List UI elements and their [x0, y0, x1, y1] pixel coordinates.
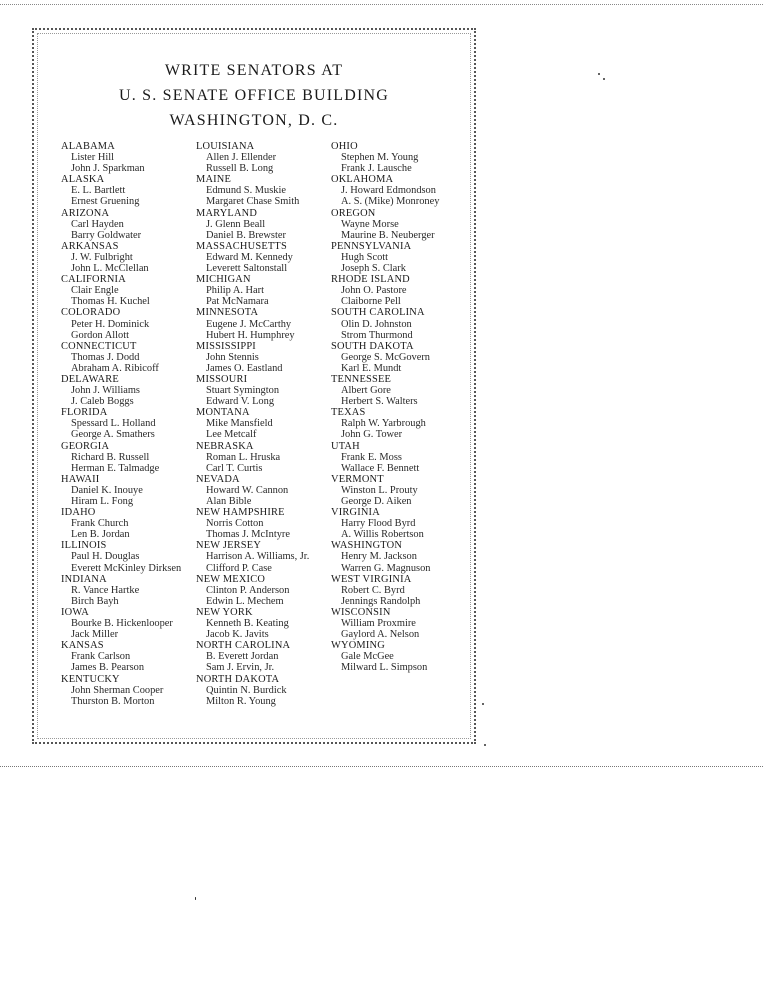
page-title — [32, 58, 476, 133]
senator-name: George A. Smathers — [71, 429, 155, 441]
senator-name: Pat McNamara — [206, 296, 269, 308]
state-heading: MICHIGAN — [196, 274, 251, 286]
state-heading: ARKANSAS — [61, 240, 119, 252]
senator-name: A. Willis Robertson — [341, 529, 424, 541]
state-heading: MASSACHUSETTS — [196, 240, 287, 252]
senator-name: Herman E. Talmadge — [71, 462, 160, 474]
senator-name: Frank E. Moss — [341, 451, 402, 463]
senator-name: Mike Mansfield — [206, 418, 273, 430]
senator-name: Frank Church — [71, 518, 129, 530]
senator-name: John L. McClellan — [71, 263, 149, 275]
state-heading: MAINE — [196, 174, 232, 186]
state-heading: OREGON — [331, 207, 376, 219]
senator-name: Hiram L. Fong — [71, 496, 134, 507]
senator-name: John J. Sparkman — [71, 163, 145, 175]
senator-name: Frank J. Lausche — [341, 163, 412, 175]
senator-name: Birch Bayh — [71, 595, 119, 607]
senator-name: Thomas J. Dodd — [71, 351, 140, 363]
senator-name: Roman L. Hruska — [206, 451, 281, 463]
senator-name: Thomas J. McIntyre — [206, 529, 290, 541]
scan-top-edge — [0, 4, 763, 5]
senator-name: Paul H. Douglas — [71, 551, 140, 563]
senator-name: Winston L. Prouty — [341, 484, 418, 496]
senator-name: Harrison A. Williams, Jr. — [206, 551, 310, 563]
state-heading: SOUTH CAROLINA — [331, 307, 425, 319]
senator-name: William Proxmire — [341, 618, 416, 630]
senator-name: Leverett Saltonstall — [206, 263, 288, 275]
senator-name: Howard W. Cannon — [206, 484, 289, 496]
senator-name: Warren G. Magnuson — [341, 562, 431, 574]
senator-name: J. Caleb Boggs — [71, 396, 134, 408]
state-heading: MINNESOTA — [196, 307, 259, 319]
state-heading: FLORIDA — [61, 407, 108, 419]
scan-speck — [195, 897, 196, 900]
state-heading: WEST VIRGINIA — [331, 573, 412, 585]
senator-name: Gordon Allott — [71, 329, 130, 341]
senator-name: Len B. Jordan — [71, 529, 130, 541]
senator-name: Everett McKinley Dirksen — [71, 562, 182, 574]
senator-name: Kenneth B. Keating — [206, 618, 289, 630]
state-heading: NEW JERSEY — [196, 540, 262, 552]
senator-name: Alan Bible — [206, 496, 252, 507]
senator-name: Stephen M. Young — [341, 152, 419, 164]
scan-speck — [484, 744, 486, 746]
senator-name: Lister Hill — [71, 152, 114, 164]
senator-name: Wallace F. Bennett — [341, 462, 420, 474]
senator-name: Peter H. Dominick — [71, 318, 150, 330]
senator-name: Abraham A. Ribicoff — [71, 362, 159, 374]
senator-name: Milward L. Simpson — [341, 662, 428, 674]
senator-name: J. W. Fulbright — [71, 251, 133, 263]
senator-name: J. Glenn Beall — [206, 218, 266, 230]
senator-name: Clifford P. Case — [206, 562, 272, 574]
state-heading: LOUISIANA — [196, 141, 255, 152]
state-heading: RHODE ISLAND — [331, 274, 410, 286]
state-heading: DELAWARE — [61, 373, 119, 385]
state-heading: NORTH DAKOTA — [196, 673, 280, 685]
state-heading: MISSOURI — [196, 373, 248, 385]
senator-name: Thurston B. Morton — [71, 695, 155, 707]
senator-name: John O. Pastore — [341, 285, 407, 297]
state-heading: KANSAS — [61, 640, 104, 652]
senator-name: Claiborne Pell — [341, 296, 401, 308]
senator-name: Edward M. Kennedy — [206, 251, 293, 263]
senator-name: Daniel K. Inouye — [71, 484, 143, 496]
senator-name: Hugh Scott — [341, 251, 389, 263]
senator-column-1 — [61, 141, 191, 707]
senator-name: Milton R. Young — [206, 695, 276, 707]
state-heading: NEW HAMPSHIRE — [196, 507, 285, 519]
senator-name: John J. Williams — [71, 385, 140, 397]
senator-name: John Sherman Cooper — [71, 684, 164, 696]
scan-fold-line — [0, 766, 763, 767]
senator-name: Thomas H. Kuchel — [71, 296, 150, 308]
scan-speck — [603, 78, 605, 80]
senator-name: Albert Gore — [341, 385, 391, 397]
senator-name: Clinton P. Anderson — [206, 584, 290, 596]
senator-name: E. L. Bartlett — [71, 185, 126, 197]
state-heading: MISSISSIPPI — [196, 340, 256, 352]
state-heading: MARYLAND — [196, 207, 258, 219]
senator-name: Jacob K. Javits — [206, 629, 269, 641]
state-heading: INDIANA — [61, 573, 107, 585]
state-heading: VIRGINIA — [331, 507, 380, 519]
state-heading: GEORGIA — [61, 440, 110, 452]
senator-name: Wayne Morse — [341, 218, 399, 230]
senator-name: Lee Metcalf — [206, 429, 257, 441]
state-heading: TEXAS — [331, 407, 366, 419]
senator-name: Carl T. Curtis — [206, 462, 263, 474]
state-heading: PENNSYLVANIA — [331, 240, 412, 252]
senator-name: Strom Thurmond — [341, 329, 413, 341]
state-heading: KENTUCKY — [61, 673, 120, 685]
senator-name: Stuart Symington — [206, 385, 280, 397]
state-heading: OHIO — [331, 141, 358, 152]
senator-name: Barry Goldwater — [71, 229, 142, 241]
senator-name: Daniel B. Brewster — [206, 229, 286, 241]
senator-name: James O. Eastland — [206, 362, 283, 374]
state-heading: IOWA — [61, 606, 89, 618]
title-line: WRITE SENATORS AT — [164, 62, 344, 79]
state-heading: CALIFORNIA — [61, 274, 126, 286]
state-heading: ILLINOIS — [61, 540, 107, 552]
senator-name: Gale McGee — [341, 651, 394, 663]
senator-name: Edmund S. Muskie — [206, 185, 286, 197]
senator-name: Edwin L. Mechem — [206, 595, 284, 607]
senator-name: George S. McGovern — [341, 351, 430, 363]
state-heading: HAWAII — [61, 473, 100, 485]
state-heading: CONNECTICUT — [61, 340, 137, 352]
senator-name: J. Howard Edmondson — [341, 185, 436, 197]
senator-name: A. S. (Mike) Monroney — [341, 196, 440, 208]
state-heading: TENNESSEE — [331, 373, 392, 385]
senator-name: Robert C. Byrd — [341, 584, 405, 596]
senator-name: Spessard L. Holland — [71, 418, 156, 430]
senator-column-3 — [331, 141, 461, 674]
senator-name: Henry M. Jackson — [341, 551, 417, 563]
senator-name: Jennings Randolph — [341, 595, 421, 607]
state-heading: UTAH — [331, 440, 360, 452]
state-heading: ARIZONA — [61, 207, 110, 219]
senator-name: Gaylord A. Nelson — [341, 629, 420, 641]
senator-name: Philip A. Hart — [206, 285, 265, 297]
state-heading: WYOMING — [331, 640, 385, 652]
state-heading: NEBRASKA — [196, 440, 254, 452]
senator-name: Sam J. Ervin, Jr. — [206, 662, 275, 674]
senator-name: Clair Engle — [71, 285, 119, 297]
state-heading: OKLAHOMA — [331, 174, 394, 186]
senator-name: George D. Aiken — [341, 496, 412, 507]
senator-name: Richard B. Russell — [71, 451, 150, 463]
state-heading: WISCONSIN — [331, 606, 391, 618]
state-heading: SOUTH DAKOTA — [331, 340, 414, 352]
senator-name: Margaret Chase Smith — [206, 196, 300, 208]
senator-name: R. Vance Hartke — [71, 584, 140, 596]
senator-name: Hubert H. Humphrey — [206, 329, 295, 341]
senator-name: Norris Cotton — [206, 518, 264, 530]
scan-speck — [482, 703, 484, 705]
state-heading: COLORADO — [61, 307, 121, 319]
senator-name: Harry Flood Byrd — [341, 518, 416, 530]
senator-name: James B. Pearson — [71, 662, 145, 674]
state-heading: NEW YORK — [196, 606, 253, 618]
senator-name: Eugene J. McCarthy — [206, 318, 292, 330]
senator-name: Jack Miller — [71, 629, 119, 641]
senator-name: Frank Carlson — [71, 651, 131, 663]
state-heading: WASHINGTON — [331, 540, 403, 552]
state-heading: VERMONT — [331, 473, 384, 485]
senator-name: Olin D. Johnston — [341, 318, 412, 330]
senator-name: Russell B. Long — [206, 163, 274, 175]
title-line: WASHINGTON, D. C. — [169, 112, 339, 129]
state-heading: MONTANA — [196, 407, 250, 419]
senator-column-2 — [196, 141, 326, 707]
senator-name: Carl Hayden — [71, 218, 124, 230]
senator-name: Joseph S. Clark — [341, 263, 406, 275]
senator-name: Maurine B. Neuberger — [341, 229, 435, 241]
state-heading: ALASKA — [61, 174, 105, 186]
state-heading: NEVADA — [196, 473, 240, 485]
senator-name: Ernest Gruening — [71, 196, 140, 208]
state-heading: NORTH CAROLINA — [196, 640, 291, 652]
senator-name: Herbert S. Walters — [341, 396, 418, 408]
title-line: U. S. SENATE OFFICE BUILDING — [118, 87, 390, 104]
senator-name: Edward V. Long — [206, 396, 275, 408]
scan-speck — [598, 73, 600, 75]
senator-name: Karl E. Mundt — [341, 362, 402, 374]
senator-name: John G. Tower — [341, 429, 403, 441]
senator-name: Quintin N. Burdick — [206, 684, 287, 696]
senator-name: Allen J. Ellender — [206, 152, 277, 164]
senator-name: Bourke B. Hickenlooper — [71, 618, 173, 630]
state-heading: NEW MEXICO — [196, 573, 266, 585]
state-heading: ALABAMA — [61, 141, 115, 152]
state-heading: IDAHO — [61, 507, 96, 519]
senator-name: John Stennis — [206, 351, 259, 363]
senator-name: B. Everett Jordan — [206, 651, 279, 663]
senator-name: Ralph W. Yarbrough — [341, 418, 426, 430]
